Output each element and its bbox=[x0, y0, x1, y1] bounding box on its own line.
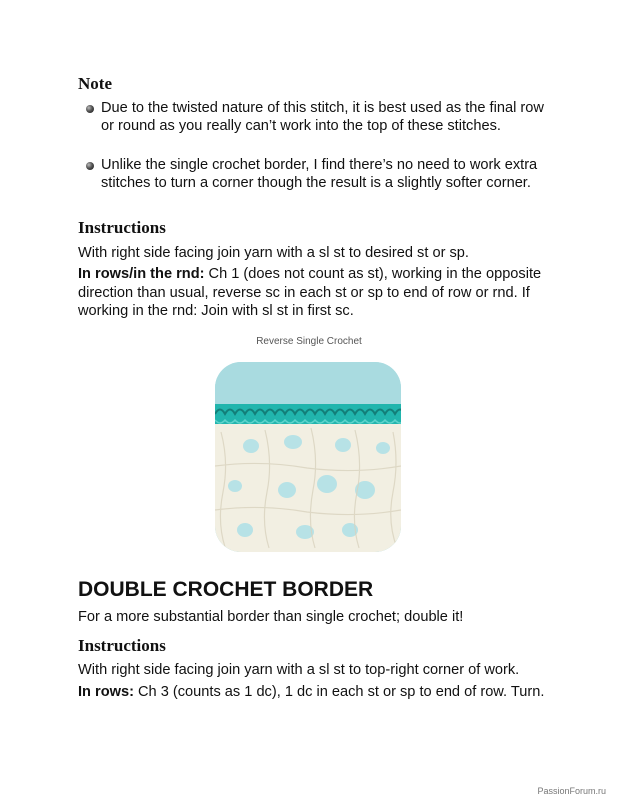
reverse-single-crochet-photo bbox=[215, 362, 401, 552]
in-rows-label: In rows: bbox=[78, 684, 134, 700]
double-crochet-instructions-heading: Instructions bbox=[78, 636, 166, 655]
note-bullet-text: Due to the twisted nature of this stitch, it is best used as the final row or round as you really can’t work into the top of these stitches. bbox=[101, 100, 544, 134]
double-crochet-title: DOUBLE CROCHET BORDER bbox=[78, 578, 374, 601]
note-bullet-text: Unlike the single crochet border, I find there’s no need to work extra stitches to turn a corner though the result is a slightly softer corner. bbox=[101, 157, 538, 191]
double-crochet-rows bbox=[78, 683, 548, 702]
figure-caption: Reverse Single Crochet bbox=[256, 336, 362, 347]
note-bullet-1 bbox=[86, 99, 546, 135]
double-crochet-line-1: With right side facing join yarn with a sl st to top-right corner of work. bbox=[78, 662, 520, 678]
rows-rnd-label: In rows/in the rnd: bbox=[78, 266, 205, 282]
note-heading: Note bbox=[78, 74, 112, 93]
note-bullet-2 bbox=[86, 156, 546, 192]
instructions-line-1: With right side facing join yarn with a sl st to desired st or sp. bbox=[78, 245, 469, 261]
double-crochet-intro: For a more substantial border than single crochet; double it! bbox=[78, 609, 464, 625]
rows-rnd-text: Ch 1 (does not count as st), working in the opposite direction than usual, reverse sc in each st or sp to end of row or rnd. If working in the rnd: Join with sl st in first sc. bbox=[78, 266, 542, 319]
instructions-heading: Instructions bbox=[78, 218, 166, 237]
bullet-dot-icon bbox=[86, 162, 94, 170]
in-rows-text: Ch 3 (counts as 1 dc), 1 dc in each st or sp to end of row. Turn. bbox=[133, 684, 545, 700]
watermark: PassionForum.ru bbox=[537, 786, 606, 796]
instructions-rows-rnd bbox=[78, 265, 548, 321]
bullet-dot-icon bbox=[86, 105, 94, 113]
